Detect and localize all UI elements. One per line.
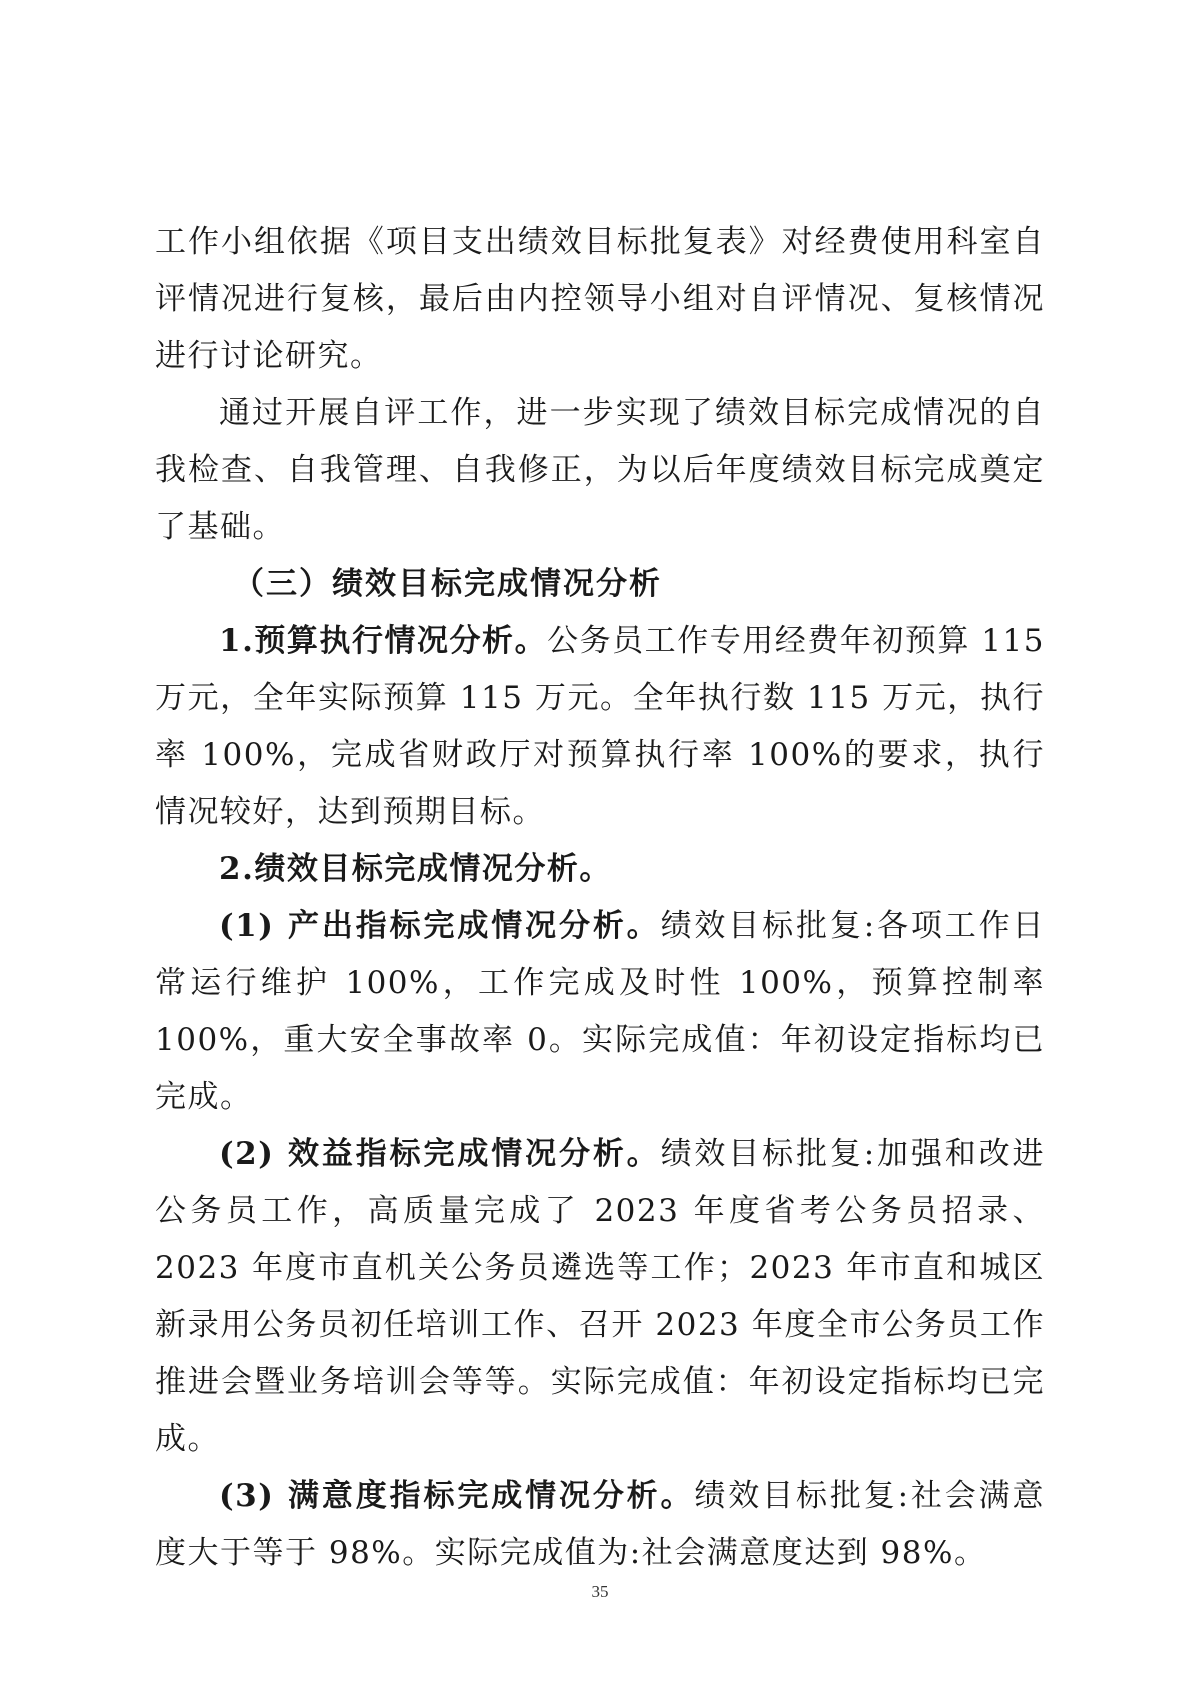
paragraph-benefit-indicator [155,1126,1045,1468]
paragraph-lead-budget-execution: 1.预算执行情况分析。 [219,623,548,659]
paragraph-budget-execution [155,613,1045,841]
paragraph-lead-output-indicator: (1) 产出指标完成情况分析。 [219,908,661,944]
paragraph-lead-satisfaction-indicator: (3) 满意度指标完成情况分析。 [219,1478,695,1514]
paragraph-body-output-indicator: 绩效目标批复:各项工作日常运行维护 100%，工作完成及时性 100%，预算控制率 100%，重大安全事故率 0。实际完成值：年初设定指标均已完成。 [155,908,1045,1115]
page-body [155,214,1045,1582]
section-heading: （三）绩效目标完成情况分析 [233,566,662,602]
paragraph-body-budget-execution: 公务员工作专用经费年初预算 115 万元，全年实际预算 115 万元。全年执行数 115 万元，执行率 100%，完成省财政厅对预算执行率 100%的要求，执行情况较好，达到预期目标。 [155,623,1045,830]
paragraph-self-evaluation-effect: 通过开展自评工作，进一步实现了绩效目标完成情况的自我检查、自我管理、自我修正，为以后年度绩效目标完成奠定了基础。 [155,395,1045,545]
paragraph-review-process: 工作小组依据《项目支出绩效目标批复表》对经费使用科室自评情况进行复核，最后由内控领导小组对自评情况、复核情况进行讨论研究。 [155,224,1045,374]
paragraph-body-benefit-indicator: 绩效目标批复:加强和改进公务员工作，高质量完成了 2023 年度省考公务员招录、2023 年度市直机关公务员遴选等工作；2023 年市直和城区新录用公务员初任培训工作、召开 2023 年度全市公务员工作推进会暨业务培训会等等。实际完成值：年初设定指标均已完成。 [155,1136,1045,1457]
paragraph-satisfaction-indicator [155,1468,1045,1582]
paragraph-performance-target: 2.绩效目标完成情况分析。 [219,851,612,887]
page-number: 35 [591,1582,609,1601]
paragraph-lead-benefit-indicator: (2) 效益指标完成情况分析。 [219,1136,661,1172]
paragraph-output-indicator [155,898,1045,1126]
paragraph-body-satisfaction-indicator: 绩效目标批复:社会满意度大于等于 98%。实际完成值为:社会满意度达到 98%。 [155,1478,1045,1571]
